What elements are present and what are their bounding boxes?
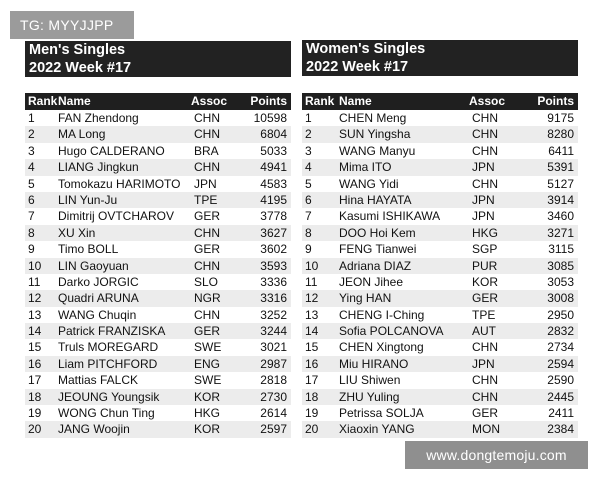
name-cell: Kasumi ISHIKAWA bbox=[339, 209, 441, 224]
assoc-cell: CHN bbox=[472, 127, 498, 142]
name-cell: Hugo CALDERANO bbox=[58, 143, 165, 158]
table-row bbox=[25, 258, 291, 274]
table-row bbox=[25, 192, 291, 208]
assoc-cell: AUT bbox=[472, 324, 496, 339]
name-cell: Sofia POLCANOVA bbox=[339, 324, 444, 339]
assoc-cell: ENG bbox=[194, 356, 221, 371]
points-cell: 5033 bbox=[260, 143, 287, 158]
name-cell: JEON Jihee bbox=[339, 274, 404, 289]
rank-cell: 3 bbox=[28, 143, 35, 158]
assoc-cell: MON bbox=[472, 422, 500, 437]
name-cell: CHEN Meng bbox=[339, 111, 407, 125]
points-cell: 5391 bbox=[547, 160, 574, 175]
name-cell: SUN Yingsha bbox=[339, 127, 411, 142]
table-row bbox=[25, 372, 291, 388]
name-cell: JANG Woojin bbox=[58, 422, 130, 437]
rank-cell: 19 bbox=[28, 406, 42, 421]
name-cell: ZHU Yuling bbox=[339, 389, 400, 404]
assoc-cell: JPN bbox=[472, 192, 495, 207]
mens-title-line1: Men's Singles bbox=[29, 42, 126, 58]
header-rank: Rank bbox=[28, 94, 58, 108]
table-row bbox=[25, 356, 291, 372]
name-cell: Adriana DIAZ bbox=[339, 258, 412, 273]
name-cell: Timo BOLL bbox=[58, 242, 119, 257]
assoc-cell: TPE bbox=[194, 192, 218, 207]
assoc-cell: CHN bbox=[472, 389, 498, 404]
points-cell: 10598 bbox=[253, 111, 287, 125]
womens-singles-title bbox=[302, 40, 578, 76]
table-row bbox=[302, 159, 578, 175]
rank-cell: 18 bbox=[28, 389, 42, 404]
rank-cell: 13 bbox=[305, 307, 319, 322]
points-cell: 2614 bbox=[260, 406, 287, 421]
mens-table-body bbox=[25, 110, 291, 438]
name-cell: DOO Hoi Kem bbox=[339, 225, 416, 240]
name-cell: Darko JORGIC bbox=[58, 274, 139, 289]
table-row bbox=[302, 258, 578, 274]
table-row bbox=[302, 356, 578, 372]
points-cell: 2832 bbox=[547, 324, 574, 339]
assoc-cell: GER bbox=[194, 324, 221, 339]
table-row bbox=[302, 372, 578, 388]
name-cell: Dimitrij OVTCHAROV bbox=[58, 209, 174, 224]
name-cell: Xiaoxin YANG bbox=[339, 422, 415, 437]
rank-cell: 7 bbox=[28, 209, 35, 224]
name-cell: LIN Gaoyuan bbox=[58, 258, 129, 273]
assoc-cell: KOR bbox=[194, 422, 221, 437]
assoc-cell: KOR bbox=[194, 389, 221, 404]
rank-cell: 12 bbox=[28, 291, 42, 306]
points-cell: 2950 bbox=[547, 307, 574, 322]
assoc-cell: CHN bbox=[472, 143, 498, 158]
points-cell: 3460 bbox=[547, 209, 574, 224]
table-row bbox=[25, 176, 291, 192]
assoc-cell: CHN bbox=[194, 111, 220, 125]
name-cell: WANG Manyu bbox=[339, 143, 416, 158]
points-cell: 2818 bbox=[260, 373, 287, 388]
rank-cell: 1 bbox=[28, 111, 35, 125]
assoc-cell: PUR bbox=[472, 258, 498, 273]
assoc-cell: GER bbox=[472, 406, 499, 421]
points-cell: 2597 bbox=[260, 422, 287, 437]
rank-cell: 1 bbox=[305, 111, 312, 125]
womens-title-line1: Women's Singles bbox=[306, 41, 426, 57]
table-row bbox=[302, 208, 578, 224]
name-cell: Quadri ARUNA bbox=[58, 291, 139, 306]
points-cell: 2411 bbox=[548, 406, 574, 421]
points-cell: 2734 bbox=[547, 340, 574, 355]
header-name: Name bbox=[58, 94, 91, 108]
assoc-cell: CHN bbox=[472, 373, 498, 388]
name-cell: Mattias FALCK bbox=[58, 373, 139, 388]
rank-cell: 4 bbox=[28, 160, 35, 175]
mens-table-header bbox=[25, 93, 291, 110]
table-row bbox=[25, 159, 291, 175]
assoc-cell: SGP bbox=[472, 242, 498, 257]
assoc-cell: CHN bbox=[472, 176, 498, 191]
table-row bbox=[302, 339, 578, 355]
rank-cell: 6 bbox=[28, 192, 35, 207]
assoc-cell: CHN bbox=[194, 127, 220, 142]
rank-cell: 2 bbox=[28, 127, 35, 142]
assoc-cell: CHN bbox=[194, 225, 220, 240]
name-cell: Petrissa SOLJA bbox=[339, 406, 424, 421]
points-cell: 2594 bbox=[547, 356, 574, 371]
assoc-cell: KOR bbox=[472, 274, 499, 289]
name-cell: WANG Chuqin bbox=[58, 307, 137, 322]
points-cell: 2987 bbox=[260, 356, 287, 371]
rank-cell: 3 bbox=[305, 143, 312, 158]
table-row bbox=[302, 110, 578, 126]
rank-cell: 10 bbox=[305, 258, 319, 273]
rank-cell: 4 bbox=[305, 160, 312, 175]
watermark-tag: TG: MYYJJPP bbox=[10, 11, 134, 39]
assoc-cell: CHN bbox=[472, 111, 498, 125]
assoc-cell: SWE bbox=[194, 373, 222, 388]
womens-singles-panel bbox=[302, 40, 578, 438]
rank-cell: 15 bbox=[28, 340, 42, 355]
assoc-cell: JPN bbox=[472, 209, 495, 224]
mens-title-line2: 2022 Week #17 bbox=[29, 60, 132, 76]
points-cell: 3336 bbox=[260, 274, 287, 289]
rank-cell: 18 bbox=[305, 389, 319, 404]
rank-cell: 17 bbox=[28, 373, 42, 388]
name-cell: Patrick FRANZISKA bbox=[58, 324, 166, 339]
rank-cell: 14 bbox=[305, 324, 319, 339]
rank-cell: 20 bbox=[305, 422, 319, 437]
name-cell: Hina HAYATA bbox=[339, 192, 412, 207]
table-row bbox=[302, 176, 578, 192]
table-row bbox=[302, 126, 578, 142]
header-assoc: Assoc bbox=[191, 94, 228, 108]
name-cell: Liam PITCHFORD bbox=[58, 356, 158, 371]
rank-cell: 11 bbox=[305, 274, 318, 289]
rank-cell: 7 bbox=[305, 209, 312, 224]
header-points: Points bbox=[537, 94, 574, 108]
assoc-cell: CHN bbox=[194, 307, 220, 322]
assoc-cell: GER bbox=[472, 291, 499, 306]
table-row bbox=[302, 323, 578, 339]
points-cell: 3008 bbox=[547, 291, 574, 306]
name-cell: LIU Shiwen bbox=[339, 373, 401, 388]
website-watermark: www.dongtemoju.com bbox=[405, 441, 588, 469]
womens-table-header bbox=[302, 93, 578, 110]
table-row bbox=[302, 307, 578, 323]
table-row bbox=[302, 405, 578, 421]
points-cell: 3602 bbox=[260, 242, 287, 257]
name-cell: Miu HIRANO bbox=[339, 356, 409, 371]
name-cell: WONG Chun Ting bbox=[58, 406, 155, 421]
assoc-cell: GER bbox=[194, 209, 221, 224]
table-row bbox=[25, 339, 291, 355]
assoc-cell: NGR bbox=[194, 291, 221, 306]
table-row bbox=[25, 290, 291, 306]
assoc-cell: JPN bbox=[472, 356, 495, 371]
header-assoc: Assoc bbox=[469, 94, 506, 108]
name-cell: FAN Zhendong bbox=[58, 111, 139, 125]
points-cell: 2590 bbox=[547, 373, 574, 388]
points-cell: 2384 bbox=[547, 422, 574, 437]
rank-cell: 19 bbox=[305, 406, 319, 421]
table-row bbox=[25, 208, 291, 224]
assoc-cell: SWE bbox=[194, 340, 222, 355]
points-cell: 3914 bbox=[547, 192, 574, 207]
points-cell: 2730 bbox=[260, 389, 287, 404]
rank-cell: 5 bbox=[305, 176, 312, 191]
assoc-cell: HKG bbox=[194, 406, 221, 421]
assoc-cell: BRA bbox=[194, 143, 219, 158]
points-cell: 3271 bbox=[547, 225, 574, 240]
rank-cell: 20 bbox=[28, 422, 42, 437]
rank-cell: 9 bbox=[305, 242, 312, 257]
name-cell: LIN Yun-Ju bbox=[58, 192, 118, 207]
womens-table-body bbox=[302, 110, 578, 438]
points-cell: 2445 bbox=[547, 389, 574, 404]
name-cell: WANG Yidi bbox=[339, 176, 399, 191]
points-cell: 3252 bbox=[260, 307, 287, 322]
table-row bbox=[25, 241, 291, 257]
rank-cell: 12 bbox=[305, 291, 319, 306]
mens-singles-panel bbox=[25, 41, 291, 438]
table-row bbox=[25, 225, 291, 241]
points-cell: 3627 bbox=[260, 225, 287, 240]
table-row bbox=[302, 241, 578, 257]
points-cell: 3244 bbox=[260, 324, 287, 339]
assoc-cell: CHN bbox=[472, 340, 498, 355]
points-cell: 6804 bbox=[260, 127, 287, 142]
rank-cell: 8 bbox=[28, 225, 35, 240]
assoc-cell: HKG bbox=[472, 225, 499, 240]
rank-cell: 16 bbox=[28, 356, 42, 371]
name-cell: CHENG I-Ching bbox=[339, 307, 425, 322]
header-rank: Rank bbox=[305, 94, 335, 108]
rank-cell: 10 bbox=[28, 258, 42, 273]
assoc-cell: CHN bbox=[194, 160, 220, 175]
rank-cell: 13 bbox=[28, 307, 42, 322]
assoc-cell: JPN bbox=[472, 160, 495, 175]
points-cell: 3593 bbox=[260, 258, 287, 273]
points-cell: 3053 bbox=[547, 274, 574, 289]
rank-cell: 14 bbox=[28, 324, 42, 339]
table-row bbox=[302, 143, 578, 159]
table-row bbox=[302, 421, 578, 437]
assoc-cell: JPN bbox=[194, 176, 217, 191]
assoc-cell: CHN bbox=[194, 258, 220, 273]
name-cell: Mima ITO bbox=[339, 160, 392, 175]
points-cell: 3316 bbox=[260, 291, 287, 306]
name-cell: CHEN Xingtong bbox=[339, 340, 424, 355]
name-cell: XU Xin bbox=[58, 225, 96, 240]
womens-title-line2: 2022 Week #17 bbox=[306, 59, 409, 75]
rank-cell: 17 bbox=[305, 373, 319, 388]
rank-cell: 6 bbox=[305, 192, 312, 207]
table-row bbox=[302, 225, 578, 241]
points-cell: 5127 bbox=[547, 176, 574, 191]
table-row bbox=[25, 421, 291, 437]
table-row bbox=[302, 290, 578, 306]
rank-cell: 5 bbox=[28, 176, 35, 191]
table-row bbox=[25, 389, 291, 405]
points-cell: 4195 bbox=[260, 192, 287, 207]
points-cell: 3115 bbox=[548, 242, 574, 257]
rank-cell: 8 bbox=[305, 225, 312, 240]
table-row bbox=[25, 110, 291, 126]
mens-singles-title bbox=[25, 41, 291, 77]
table-row bbox=[25, 307, 291, 323]
name-cell: MA Long bbox=[58, 127, 106, 142]
points-cell: 8280 bbox=[547, 127, 574, 142]
table-row bbox=[25, 405, 291, 421]
table-row bbox=[25, 126, 291, 142]
table-row bbox=[302, 274, 578, 290]
rank-cell: 16 bbox=[305, 356, 319, 371]
points-cell: 4941 bbox=[260, 160, 287, 175]
table-row bbox=[25, 323, 291, 339]
name-cell: Ying HAN bbox=[339, 291, 392, 306]
points-cell: 6411 bbox=[548, 143, 574, 158]
name-cell: Truls MOREGARD bbox=[58, 340, 159, 355]
table-row bbox=[302, 192, 578, 208]
assoc-cell: GER bbox=[194, 242, 221, 257]
points-cell: 4583 bbox=[260, 176, 287, 191]
table-row bbox=[25, 274, 291, 290]
rank-cell: 9 bbox=[28, 242, 35, 257]
header-name: Name bbox=[339, 94, 372, 108]
rank-cell: 15 bbox=[305, 340, 319, 355]
points-cell: 9175 bbox=[547, 111, 574, 125]
points-cell: 3085 bbox=[547, 258, 574, 273]
name-cell: LIANG Jingkun bbox=[58, 160, 139, 175]
points-cell: 3021 bbox=[260, 340, 287, 355]
name-cell: Tomokazu HARIMOTO bbox=[58, 176, 181, 191]
header-points: Points bbox=[250, 94, 287, 108]
name-cell: JEOUNG Youngsik bbox=[58, 389, 160, 404]
assoc-cell: TPE bbox=[472, 307, 496, 322]
table-row bbox=[25, 143, 291, 159]
assoc-cell: SLO bbox=[194, 274, 219, 289]
rank-cell: 2 bbox=[305, 127, 312, 142]
table-row bbox=[302, 389, 578, 405]
points-cell: 3778 bbox=[260, 209, 287, 224]
rank-cell: 11 bbox=[28, 274, 41, 289]
name-cell: FENG Tianwei bbox=[339, 242, 417, 257]
